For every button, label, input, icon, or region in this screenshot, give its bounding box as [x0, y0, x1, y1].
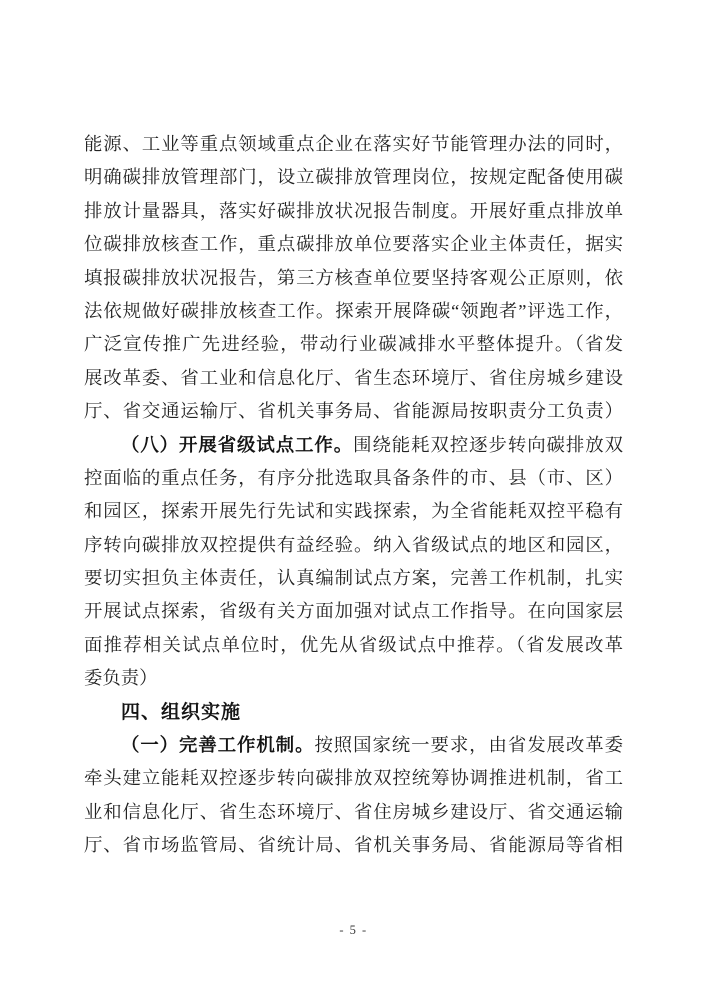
line-text: 面推荐相关试点单位时，优先从省级试点中推荐。（省发展改革 — [84, 634, 623, 655]
text-line — [84, 829, 623, 862]
line-text: 四、组织实施 — [121, 701, 242, 723]
text-line — [84, 195, 623, 228]
line-text: 厅、省市场监管局、省统计局、省机关事务局、省能源局等省相 — [84, 835, 623, 856]
line-text: 牵头建立能耗双控逐步转向碳排放双控统筹协调推进机制，省工 — [84, 768, 623, 789]
line-text: 广泛宣传推广先进经验，带动行业碳减排水平整体提升。（省发 — [84, 334, 623, 355]
line-text: 序转向碳排放双控提供有益经验。纳入省级试点的地区和园区， — [84, 534, 623, 555]
text-line — [84, 662, 623, 695]
line-text: 委负责） — [84, 668, 158, 689]
text-line — [84, 295, 623, 328]
text-line — [84, 762, 623, 795]
text-line — [84, 395, 623, 428]
text-line — [84, 362, 623, 395]
line-text: 业和信息化厅、省生态环境厅、省住房城乡建设厅、省交通运输 — [84, 801, 623, 822]
text-line — [84, 462, 623, 495]
line-text: 和园区，探索开展先行先试和实践探索，为全省能耗双控平稳有 — [84, 501, 623, 522]
text-line — [84, 529, 623, 562]
clause-label: （一）完善工作机制。 — [121, 735, 315, 756]
section-heading — [84, 696, 623, 729]
text-line — [84, 328, 623, 361]
text-line — [84, 629, 623, 662]
text-line — [84, 429, 623, 462]
line-text: 围绕能耗双控逐步转向碳排放双 — [353, 434, 623, 455]
clause-label: （八）开展省级试点工作。 — [121, 434, 354, 455]
line-text: 排放计量器具，落实好碳排放状况报告制度。开展好重点排放单 — [84, 200, 623, 221]
line-text: 位碳排放核查工作，重点碳排放单位要落实企业主体责任，据实 — [84, 234, 623, 255]
text-line — [84, 595, 623, 628]
line-text: 展改革委、省工业和信息化厅、省生态环境厅、省住房城乡建设 — [84, 367, 623, 388]
line-text: 要切实担负主体责任，认真编制试点方案，完善工作机制，扎实 — [84, 568, 623, 589]
line-text: 开展试点探索，省级有关方面加强对试点工作指导。在向国家层 — [84, 601, 623, 622]
line-text: 控面临的重点任务，有序分批选取具备条件的市、县（市、区） — [84, 467, 623, 488]
line-text: 明确碳排放管理部门，设立碳排放管理岗位，按规定配备使用碳 — [84, 167, 623, 188]
text-line — [84, 228, 623, 261]
text-line — [84, 495, 623, 528]
page-number: - 5 - — [339, 923, 368, 937]
line-text: 按照国家统一要求，由省发展改革委 — [314, 735, 623, 756]
text-line — [84, 796, 623, 829]
text-line — [84, 262, 623, 295]
text-line — [84, 161, 623, 194]
document-body — [84, 128, 623, 863]
text-line — [84, 128, 623, 161]
text-line — [84, 562, 623, 595]
text-line — [84, 729, 623, 762]
line-text: 填报碳排放状况报告，第三方核查单位要坚持客观公正原则，依 — [84, 267, 623, 288]
line-text: 能源、工业等重点领域重点企业在落实好节能管理办法的同时， — [84, 134, 623, 154]
line-text: 法依规做好碳排放核查工作。探索开展降碳“领跑者”评选工作， — [84, 300, 623, 321]
line-text: 厅、省交通运输厅、省机关事务局、省能源局按职责分工负责） — [84, 401, 623, 422]
